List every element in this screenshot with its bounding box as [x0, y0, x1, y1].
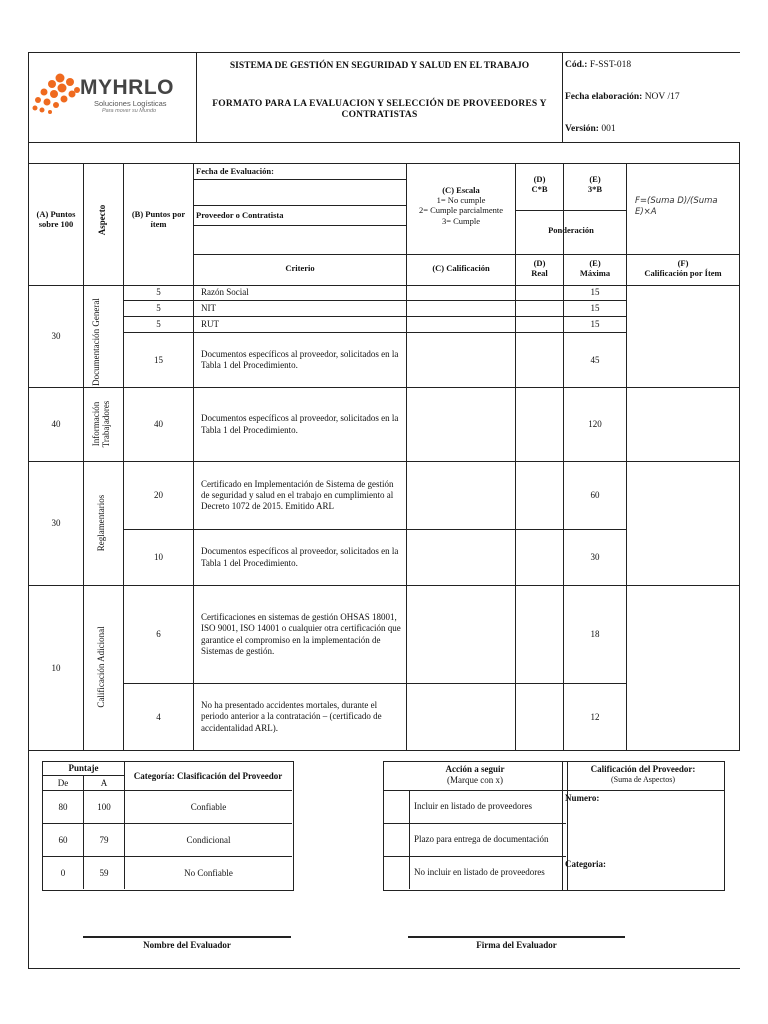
row-criterio: Certificaciones en sistemas de gestión OHSAS 18001, ISO 9001, ISO 14001 o cualquier otra certificación que garantice el compromiso en la implementación de Sistemas de gestión. — [201, 612, 401, 656]
escala-box: (C) Escala 1= No cumple 2= Cumple parcialmente 3= Cumple — [418, 185, 504, 226]
row-points: 20 — [154, 490, 163, 501]
score-de: 0 — [60, 867, 66, 878]
calificacion-c-header: (C) Calificación — [432, 263, 490, 274]
de-header: De — [57, 777, 69, 788]
supplier-rating-header: Calificación del Proveedor: (Suma de Aspectos) — [590, 764, 696, 784]
row-max: 12 — [590, 711, 600, 722]
evaluator-name-line — [83, 936, 291, 938]
action-checkbox[interactable] — [385, 792, 407, 822]
action-checkbox[interactable] — [385, 858, 407, 888]
row-criterio: Documentos específicos al proveedor, solicitados en la Tabla 1 del Procedimiento. — [201, 413, 399, 435]
group-points: 10 — [51, 662, 61, 673]
row-max: 15 — [590, 287, 600, 298]
evaluator-name-label: Nombre del Evaluador — [143, 939, 231, 950]
row-max: 15 — [590, 319, 600, 330]
numero-label: Numero: — [565, 793, 600, 803]
row-max: 45 — [590, 354, 600, 365]
row-max: 30 — [590, 552, 600, 563]
proveedor-label: Proveedor o Contratista — [196, 210, 284, 220]
row-criterio: Documentos específicos al proveedor, solicitados en la Tabla 1 del Procedimiento. — [201, 546, 399, 568]
action-header: Acción a seguir (Marque con x) — [445, 764, 505, 785]
evaluator-sign-label: Firma del Evaluador — [476, 939, 557, 950]
row-points: 15 — [154, 354, 163, 365]
company-logo — [30, 70, 190, 120]
score-category: No Confiable — [184, 867, 233, 878]
row-criterio: No ha presentado accidentes mortales, durante el periodo anterior a la contratación – (certificado de accidentalidad ARL). — [201, 700, 382, 733]
evaluator-sign-line — [408, 936, 625, 938]
score-a: 100 — [97, 801, 111, 812]
row-criterio: RUT — [201, 318, 219, 329]
frame-top — [28, 52, 740, 53]
score-de: 80 — [58, 801, 68, 812]
puntaje-header: Puntaje — [68, 762, 99, 773]
group-points: 30 — [51, 518, 61, 529]
fecha-evaluacion-label: Fecha de Evaluación: — [196, 166, 274, 176]
col-e-formula: (E) 3*B — [587, 174, 603, 195]
score-category: Confiable — [190, 801, 227, 812]
e-max-header: (E) Máxima — [579, 258, 611, 279]
col-b-header: (B) Puntos por ítem — [131, 209, 186, 229]
criterio-header: Criterio — [285, 263, 315, 274]
company-sub: Soluciones Logísticas — [94, 99, 167, 108]
score-category: Condicional — [186, 834, 231, 845]
row-points: 5 — [156, 319, 161, 330]
aspect-label: Documentación General — [91, 298, 101, 386]
row-criterio: Documentos específicos al proveedor, solicitados en la Tabla 1 del Procedimiento. — [201, 348, 399, 370]
row-criterio: Certificado en Implementación de Sistema de gestión de seguridad y salud en el trabajo en cumplimiento al Decreto 1072 de 2015. Emitido ARL — [201, 478, 394, 512]
col-a-header: (A) Puntos sobre 100 — [36, 209, 76, 229]
date-field: Fecha elaboración: NOV /17 — [565, 92, 680, 102]
format-title: FORMATO PARA LA EVALUACION Y SELECCIÓN DE PROVEEDORES Y CONTRATISTAS — [212, 99, 547, 120]
row-points: 6 — [156, 629, 161, 640]
row-points: 5 — [156, 287, 161, 298]
system-title: SISTEMA DE GESTIÓN EN SEGURIDAD Y SALUD EN EL TRABAJO — [229, 60, 530, 71]
row-points: 4 — [156, 711, 161, 722]
version-field: Versión: 001 — [565, 124, 616, 134]
row-max: 60 — [590, 490, 600, 501]
d-real-header: (D) Real — [531, 258, 548, 279]
col-aspect-header: Aspecto — [97, 204, 107, 236]
row-points: 5 — [156, 303, 161, 314]
group-points: 40 — [51, 419, 61, 430]
formula-f: F=(Suma D)/(Suma E)×A — [635, 196, 718, 218]
frame-right — [739, 142, 740, 750]
f-calificacion-header: (F) Calificación por Ítem — [644, 258, 722, 279]
code-field: Cód.: F-SST-018 — [565, 60, 632, 70]
aspect-label: Calificación Adicional — [96, 626, 106, 708]
action-checkbox[interactable] — [385, 825, 407, 855]
row-max: 120 — [588, 419, 602, 430]
action-item: Plazo para entrega de documentación — [414, 834, 549, 845]
frame-bottom — [28, 968, 740, 969]
row-max: 18 — [590, 629, 600, 640]
col-d-formula: (D) C*B — [531, 174, 548, 195]
row-max: 15 — [590, 303, 600, 314]
aspect-label: Reglamentarios — [96, 494, 106, 552]
ponderacion-label: Ponderación — [548, 225, 594, 236]
aspect-label: Información Trabajadores — [91, 400, 112, 448]
score-de: 60 — [58, 834, 68, 845]
a-header: A — [100, 777, 108, 788]
row-points: 10 — [154, 552, 163, 563]
company-name: MYHRLO — [80, 76, 174, 99]
score-a: 79 — [99, 834, 109, 845]
categoria-header: Categoría: Clasificación del Proveedor — [133, 770, 283, 781]
row-points: 40 — [154, 419, 163, 430]
group-points: 30 — [51, 331, 61, 342]
row-criterio: Razón Social — [201, 286, 249, 297]
row-criterio: NIT — [201, 302, 216, 313]
categoria-label: Categoria: — [565, 859, 606, 869]
score-a: 59 — [99, 867, 109, 878]
company-tagline: Para mover su Mundo — [102, 108, 157, 114]
action-item: No incluir en listado de proveedores — [414, 867, 545, 878]
action-item: Incluir en listado de proveedores — [414, 801, 532, 812]
